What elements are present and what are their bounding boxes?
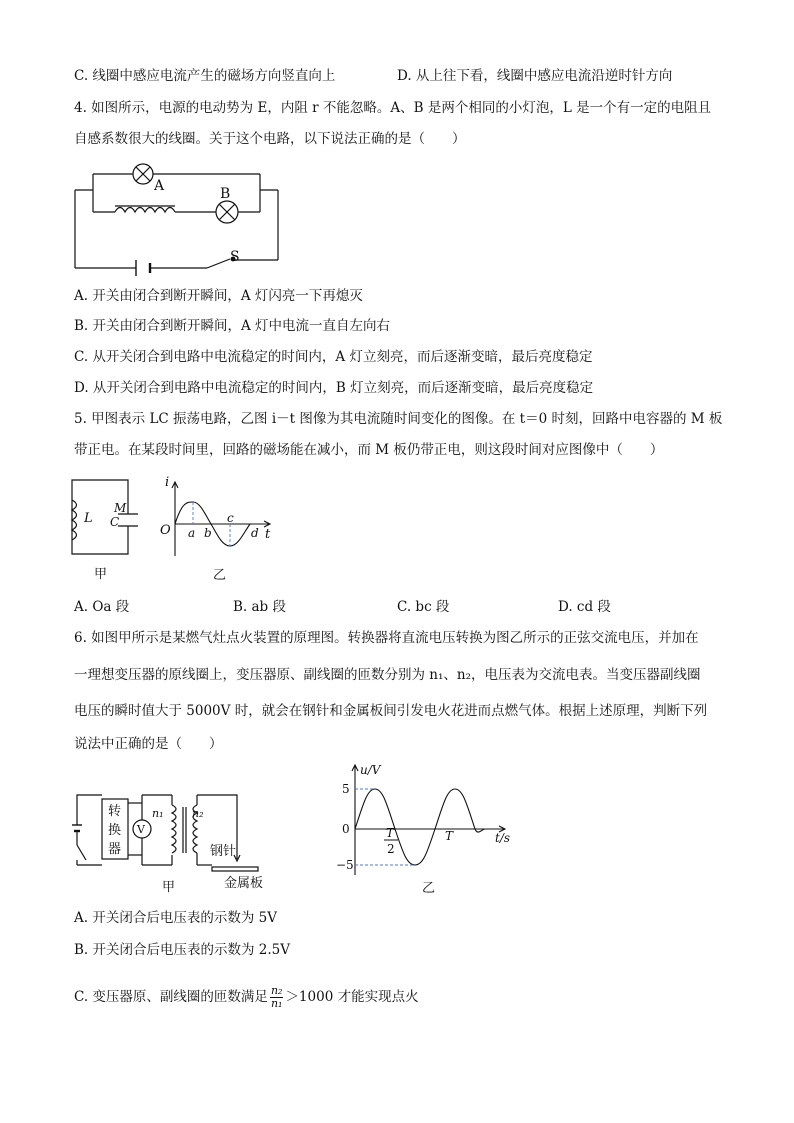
q5-caption-yi: 乙 bbox=[213, 568, 227, 583]
q5-point-c: c bbox=[227, 511, 234, 525]
q5-it-graph bbox=[155, 474, 285, 584]
q4-stem-line1: 4. 如图所示，电源的电动势为 E，内阻 r 不能忽略。A、B 是两个相同的小灯泡，L 是一个有一定的电阻且 bbox=[74, 100, 712, 116]
q4-stem-line2: 自感系数很大的线圈。关于这个电路，以下说法正确的是（ ） bbox=[74, 131, 466, 147]
q5-option-d: D. cd 段 bbox=[558, 599, 611, 615]
q4-label-s: S bbox=[230, 249, 240, 265]
q3-option-c: C. 线圈中感应电流产生的磁场方向竖直向上 bbox=[74, 68, 336, 84]
q6-tick-5: 5 bbox=[342, 782, 350, 796]
q6-option-b: B. 开关闭合后电压表的示数为 2.5V bbox=[74, 942, 291, 958]
q6-caption-jia: 甲 bbox=[162, 880, 176, 895]
q6-tick-half-t-num: T bbox=[386, 826, 395, 840]
q5-label-l: L bbox=[84, 511, 93, 526]
q6-axis-t: t/s bbox=[495, 831, 511, 845]
q6-option-c-fraction bbox=[270, 985, 284, 1010]
q6-stem-line2: 一理想变压器的原线圈上，变压器原、副线圈的匝数分别为 n₁、n₂，电压表为交流电表。当变压器副线圈 bbox=[74, 667, 701, 683]
q5-label-m: M bbox=[114, 501, 127, 515]
q6-option-c-numerator: n₂ bbox=[270, 984, 283, 997]
q5-stem-line2: 带正电。在某段时间里，回路的磁场能在减小，而 M 板仍带正电，则这段时间对应图像中（ ） bbox=[74, 442, 664, 458]
q6-label-n1: n₁ bbox=[152, 807, 164, 820]
q6-tick-half-t-den: 2 bbox=[387, 842, 395, 856]
q4-option-c: C. 从开关闭合到电路中电流稳定的时间内，A 灯立刻亮，而后逐渐变暗，最后亮度稳定 bbox=[74, 349, 593, 365]
q4-circuit-diagram bbox=[70, 160, 290, 280]
q6-caption-yi: 乙 bbox=[422, 881, 436, 896]
q6-label-n2: n₂ bbox=[192, 807, 204, 820]
q6-voltage-graph bbox=[330, 760, 520, 895]
q5-point-a: a bbox=[188, 526, 196, 540]
q6-tick-neg5: −5 bbox=[336, 858, 354, 872]
q6-label-plate: 金属板 bbox=[224, 876, 264, 891]
q5-option-c: C. bc 段 bbox=[397, 599, 450, 615]
q6-option-c bbox=[74, 985, 419, 1010]
q6-option-c-suffix: ＞1000 才能实现点火 bbox=[285, 989, 419, 1005]
q4-label-a: A bbox=[154, 178, 165, 194]
q5-stem-line1: 5. 甲图表示 LC 振荡电路，乙图 i－t 图像为其电流随时间变化的图像。在 t＝0 时刻，回路中电容器的 M 板 bbox=[74, 411, 723, 427]
q5-point-d: d bbox=[251, 526, 259, 540]
q5-label-c: C bbox=[110, 515, 120, 529]
q6-tick-0: 0 bbox=[342, 822, 350, 836]
q5-option-b: B. ab 段 bbox=[233, 599, 286, 615]
q6-stem-line4: 说法中正确的是（ ） bbox=[74, 736, 223, 752]
q6-voltmeter-label: V bbox=[137, 823, 145, 836]
q6-converter-label-1: 转 bbox=[108, 804, 122, 819]
q5-origin-o: O bbox=[160, 523, 171, 538]
q6-tick-t: T bbox=[445, 829, 454, 843]
q6-converter-label-3: 器 bbox=[108, 842, 122, 857]
q4-option-b: B. 开关由闭合到断开瞬间，A 灯中电流一直自左向右 bbox=[74, 318, 391, 334]
q4-option-a: A. 开关由闭合到断开瞬间，A 灯闪亮一下再熄灭 bbox=[74, 288, 363, 304]
q6-label-needle: 钢针 bbox=[210, 844, 237, 859]
q3-option-d: D. 从上往下看，线圈中感应电流沿逆时针方向 bbox=[397, 68, 673, 84]
q6-axis-u: u/V bbox=[360, 763, 381, 777]
q6-option-c-prefix: C. 变压器原、副线圈的匝数满足 bbox=[74, 989, 268, 1005]
q4-option-d: D. 从开关闭合到电路中电流稳定的时间内，B 灯立刻亮，而后逐渐变暗，最后亮度稳定 bbox=[74, 380, 594, 396]
q6-converter-label-2: 换 bbox=[108, 823, 122, 838]
q5-axis-t: t bbox=[265, 527, 271, 542]
q4-label-b: B bbox=[220, 186, 231, 202]
q6-option-a: A. 开关闭合后电压表的示数为 5V bbox=[74, 910, 277, 926]
q6-option-c-denominator: n₁ bbox=[270, 997, 283, 1010]
q5-option-a: A. Oa 段 bbox=[74, 599, 130, 615]
q5-caption-jia: 甲 bbox=[94, 567, 108, 582]
q5-lc-circuit bbox=[70, 478, 140, 583]
q6-stem-line1: 6. 如图甲所示是某燃气灶点火装置的原理图。转换器将直流电压转换为图乙所示的正弦交流电压，并加在 bbox=[74, 630, 699, 646]
q5-point-b: b bbox=[204, 526, 212, 540]
q5-axis-i: i bbox=[165, 475, 170, 490]
q6-stem-line3: 电压的瞬时值大于 5000V 时，就会在钢针和金属板间引发电火花进而点燃气体。根据上述原理，判断下列 bbox=[74, 703, 708, 719]
q6-ignition-circuit bbox=[72, 785, 272, 895]
